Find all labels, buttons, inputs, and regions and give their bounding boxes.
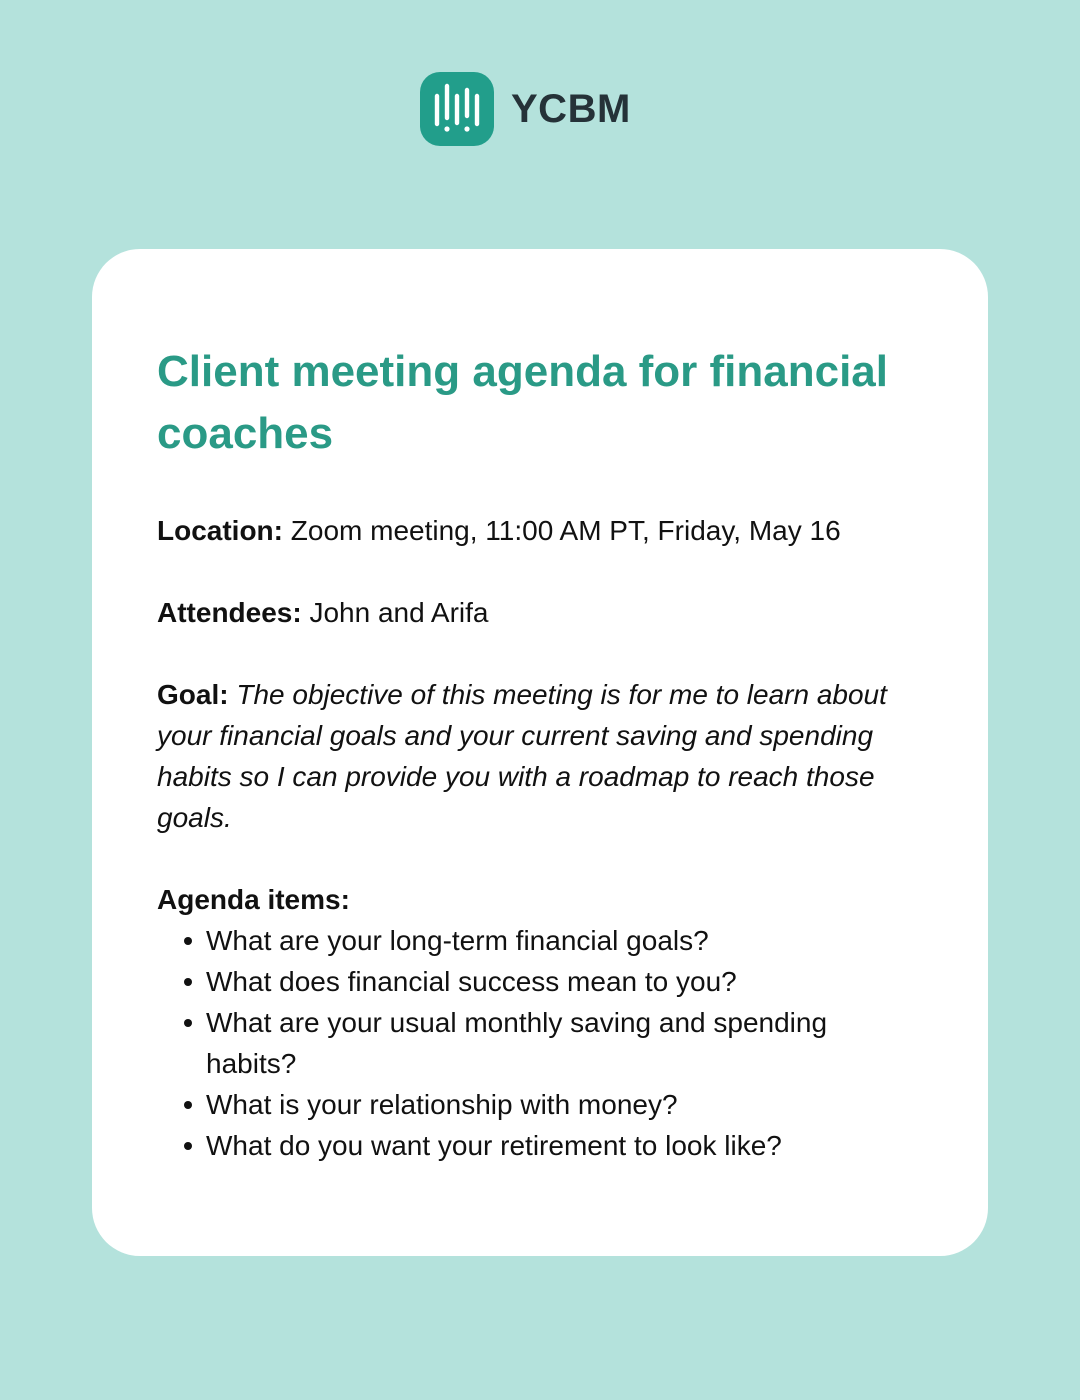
brand-wordmark: YCBM [511,87,631,131]
agenda-card [92,249,988,1256]
agenda-item: What does financial success mean to you? [157,961,917,1002]
agenda-list [157,920,917,1166]
attendees-line [157,592,927,633]
attendees-value: John and Arifa [309,597,489,628]
agenda-item: What is your relationship with money? [157,1084,917,1125]
location-value: Zoom meeting, 11:00 AM PT, Friday, May 16 [290,515,841,546]
card-title: Client meeting agenda for financial coaches [157,347,889,458]
attendees-label: Attendees: [157,597,302,628]
agenda-item: What are your long-term financial goals? [157,920,917,961]
ycbm-bars-icon [420,72,494,146]
agenda-item: What are your usual monthly saving and spending habits? [157,1002,917,1084]
location-label: Location: [157,515,283,546]
brand-logo [420,72,631,146]
agenda-heading: Agenda items: [157,884,350,915]
agenda-item: What do you want your retirement to look like? [157,1125,917,1166]
goal-value: The objective of this meeting is for me to learn about your financial goals and your current saving and spending habits so I can provide you with a roadmap to reach those goals. [157,679,887,833]
goal-label: Goal: [157,679,229,710]
location-line [157,510,927,551]
goal-line [157,674,927,838]
